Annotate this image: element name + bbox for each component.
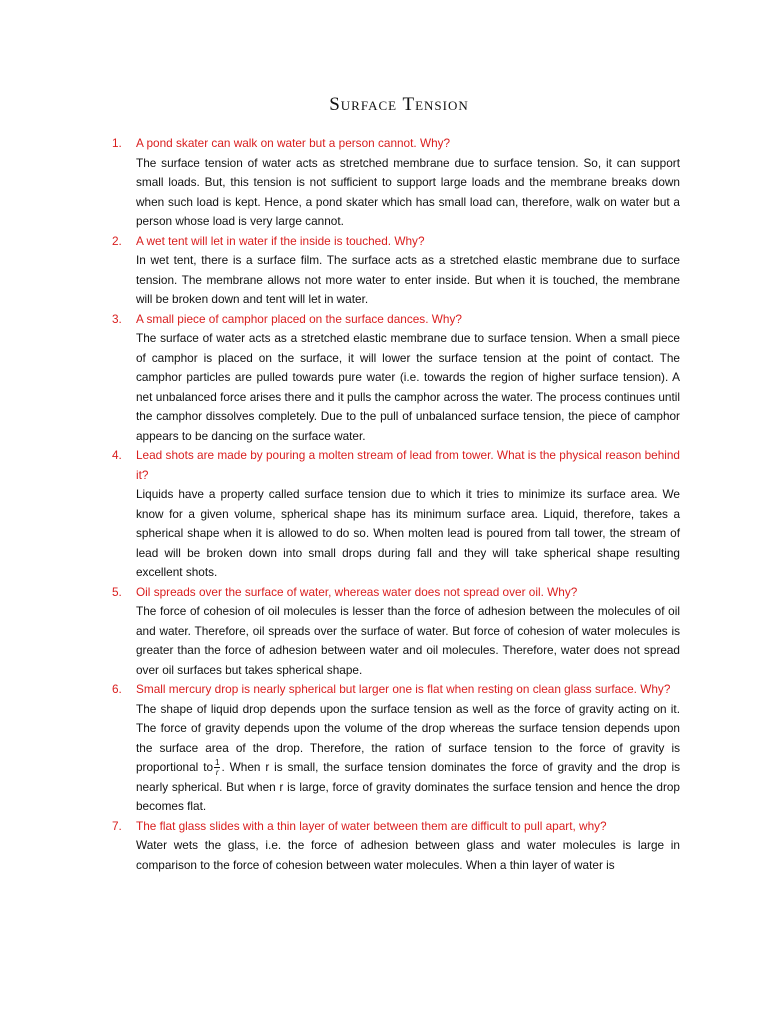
item-number: 1.	[112, 136, 122, 150]
qa-item-4	[112, 446, 680, 583]
fraction-denominator: r	[215, 768, 219, 778]
item-number: 5.	[112, 584, 122, 599]
answer-text: Water wets the glass, i.e. the force of adhesion between glass and water molecules is large in comparison to the force of cohesion between water molecules. When a thin layer of water is	[136, 838, 680, 872]
qa-item-7	[112, 817, 680, 876]
item-number: 7.	[112, 818, 122, 833]
answer-text: Liquids have a property called surface tension due to which it tries to minimize its surface area. We know for a given volume, spherical shape has its minimum surface area. Liquid, therefore, takes a spherical shape when it is allowed to do so. When molten lead is poured from tall tower, the stream of lead will be broken down into small drops during fall and they will take spherical shape resulting excellent shots.	[136, 487, 680, 579]
answer-text: In wet tent, there is a surface film. The surface acts as a stretched elastic membrane due to surface tension. The membrane allows not more water to enter inside. But when it is touched, the membrane will be broken down and tent will let in water.	[136, 253, 680, 306]
question-text: Lead shots are made by pouring a molten stream of lead from tower. What is the physical reason behind it?	[136, 448, 680, 482]
answer-text-part: . When r is small, the surface tension dominates the force of gravity and the drop is nearly spherical. But when r is large, force of gravity dominates the surface tension and hence the drop becomes flat.	[136, 760, 680, 813]
fraction-one-over-r	[214, 758, 220, 777]
answer-text: The surface tension of water acts as stretched membrane due to surface tension. So, it can support small loads. But, this tension is not sufficient to support large loads and the membrane breaks down when such load is kept. Hence, a pond skater which has small load can, therefore, walk on water but a person whose load is very large cannot.	[136, 155, 680, 228]
qa-item-3	[112, 310, 680, 447]
fraction-numerator: 1	[215, 758, 220, 768]
question-text: Oil spreads over the surface of water, whereas water does not spread over oil. Why?	[136, 584, 578, 599]
item-number: 4.	[112, 448, 122, 462]
item-number: 6.	[112, 682, 122, 696]
answer-text	[136, 700, 680, 817]
question-text: A pond skater can walk on water but a person cannot. Why?	[136, 136, 451, 150]
question-text: A small piece of camphor placed on the surface dances. Why?	[136, 311, 462, 326]
answer-text: The surface of water acts as a stretched elastic membrane due to surface tension. When a small piece of camphor is placed on the surface, it will lower the surface tension at the point of contact. The camphor particles are pulled towards pure water (i.e. towards the region of higher surface tension). A net unbalanced force arises there and it pulls the camphor across the water. The process continues until the camphor dissolves completely. Due to the pull of unbalanced surface tension, the piece of camphor appears to be dancing on the surface water.	[136, 331, 680, 443]
qa-item-1	[112, 134, 680, 232]
answer-text-part: The shape of liquid drop depends upon the surface tension as well as the force of gravity acting on it. The force of gravity depends upon the volume of the drop whereas the surface tension depends upon the surface area of the drop. Therefore, the ration of surface tension to the force of gravity is proportional to	[136, 701, 680, 774]
qa-item-2	[112, 232, 680, 310]
question-text: The flat glass slides with a thin layer of water between them are difficult to pull apart, why?	[136, 818, 607, 833]
question-text: A wet tent will let in water if the inside is touched. Why?	[136, 233, 425, 248]
qa-item-6	[112, 680, 680, 817]
item-number: 2.	[112, 233, 122, 248]
qa-item-5	[112, 583, 680, 681]
item-number: 3.	[112, 311, 122, 326]
question-text: Small mercury drop is nearly spherical but larger one is flat when resting on clean glass surface. Why?	[136, 682, 671, 696]
page-title: Surface Tension	[329, 94, 469, 115]
answer-text: The force of cohesion of oil molecules is lesser than the force of adhesion between the molecules of oil and water. Therefore, oil spreads over the surface of water. But force of cohesion of water molecules is greater than the force of adhesion between water and oil molecules. Therefore, water does not spread over oil surfaces but takes spherical shape.	[136, 604, 680, 677]
